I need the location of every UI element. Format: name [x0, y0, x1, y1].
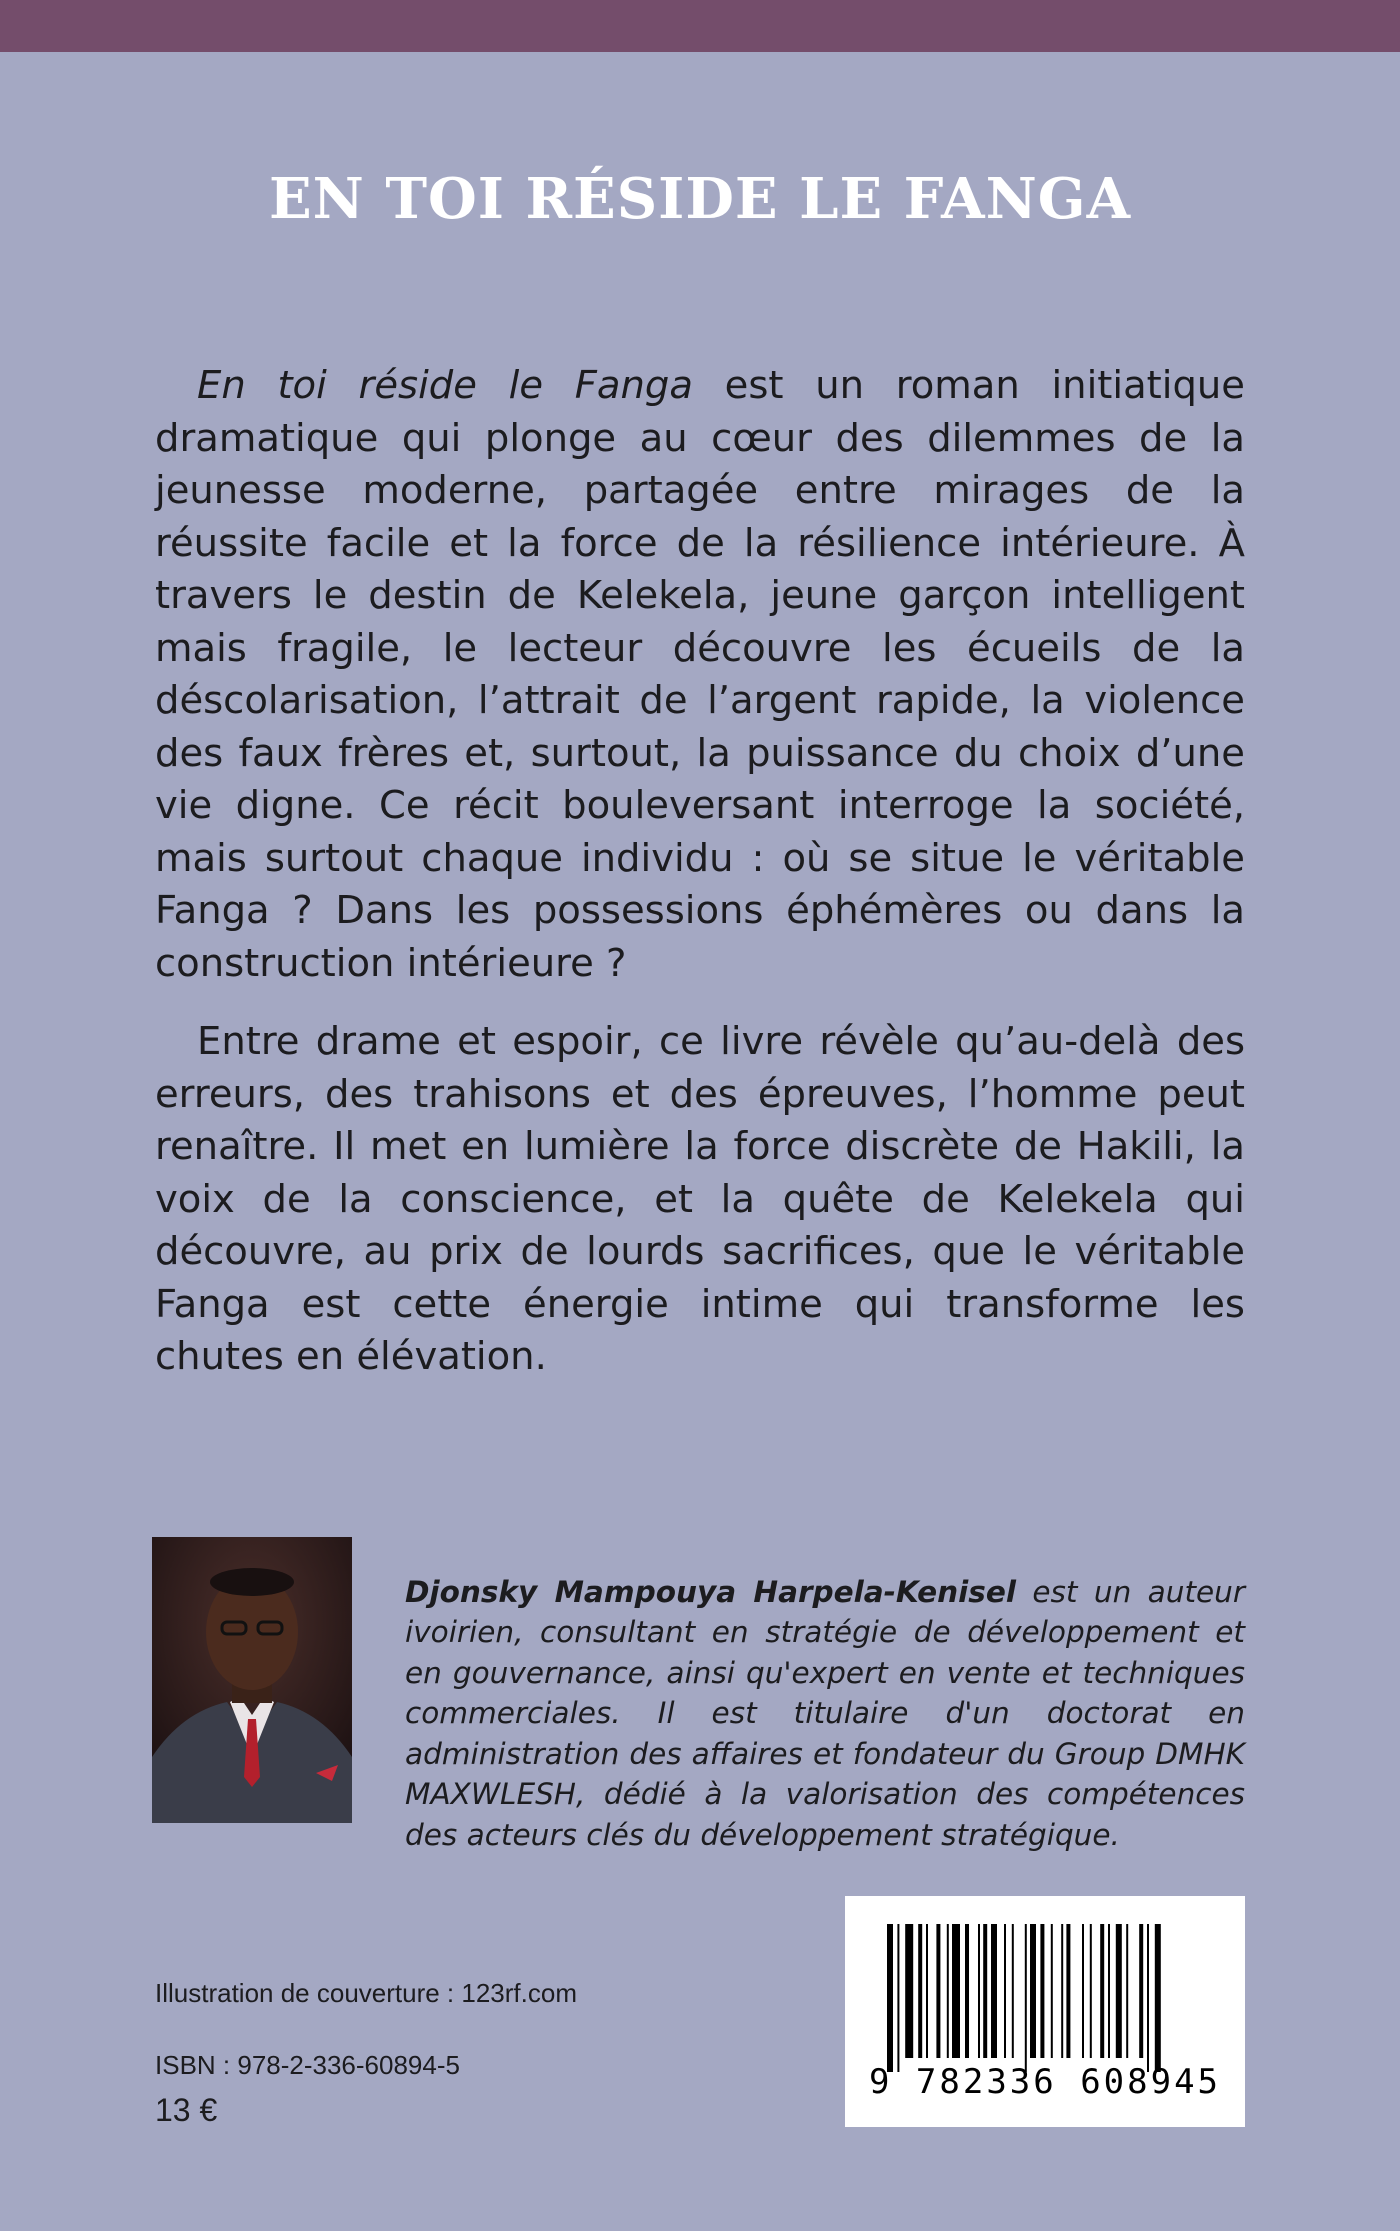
author-name: Djonsky Mampouya Harpela-Kenisel	[405, 1574, 1016, 1609]
barcode-bar	[947, 1924, 949, 2058]
synopsis	[155, 360, 1245, 1410]
barcode-bar	[991, 1924, 997, 2058]
barcode-bar	[926, 1924, 928, 2058]
barcode-bar	[897, 1924, 899, 2072]
barcode-bar	[1090, 1924, 1092, 2058]
barcode-bar	[965, 1924, 969, 2058]
isbn: ISBN : 978-2-336-60894-5	[155, 2050, 460, 2080]
barcode-bar	[1082, 1924, 1084, 2058]
synopsis-title-italic: En toi réside le Fanga	[197, 363, 693, 408]
book-title: EN TOI RÉSIDE LE FANGA	[268, 165, 1132, 232]
synopsis-paragraph-1	[155, 360, 1245, 990]
barcode-bar	[1061, 1924, 1063, 2058]
synopsis-paragraph-1-text: est un roman initiatique dramatique qui plonge au cœur des dilemmes de la jeunesse moderne, partagée entre mirages de la réussite facile et la force de la résilience intérieure. À travers le destin de Kelekela, jeune garçon intelligent mais fragile, le lecteur découvre les écueils de la déscolarisation, l’attrait de l’argent rapide, la violence des faux frères et, surtout, la puissance du choix d’une vie digne. Ce récit bouleversant interroge la société, mais surtout chaque individu : où se situe le véritable Fanga ? Dans les possessions éphémères ou dans la construction intérieure ?	[155, 363, 1245, 986]
barcode-bar	[936, 1924, 940, 2058]
barcode-bar	[887, 1924, 893, 2072]
barcode-bar	[1155, 1924, 1161, 2072]
price: 13 €	[155, 2092, 218, 2128]
synopsis-paragraph-2: Entre drame et espoir, ce livre révèle qu’au-delà des erreurs, des trahisons et des épreuves, l’homme peut renaître. Il met en lumière la force discrète de Hakili, la voix de la conscience, et la quête de Kelekela qui découvre, au prix de lourds sacrifices, que le véritable Fanga est cette énergie intime qui transforme les chutes en élévation.	[155, 1019, 1245, 1379]
barcode-digits: 9 782336 608945	[868, 2062, 1222, 2102]
barcode-bar	[1066, 1924, 1070, 2058]
barcode	[845, 1896, 1245, 2127]
illustration-credit: Illustration de couverture : 123rf.com	[155, 1978, 577, 2008]
author-bio	[405, 1572, 1245, 1856]
barcode-bar	[1012, 1924, 1014, 2058]
barcode-bar	[1004, 1924, 1006, 2058]
barcode-bar	[918, 1924, 922, 2058]
barcode-bar	[1116, 1924, 1122, 2058]
barcode-bar	[1139, 1924, 1143, 2058]
barcode-bar	[905, 1924, 913, 2058]
barcode-bar	[1051, 1924, 1053, 2058]
barcode-bar	[1126, 1924, 1128, 2058]
barcode-bar	[1030, 1924, 1036, 2058]
barcode-bar	[952, 1924, 960, 2058]
author-bio-text: est un auteur ivoirien, consultant en stratégie de développement et en gouvernance, ainsi qu'expert en vente et techniques commerciales. Il est titulaire d'un doctorat en administration des affaires et fondateur du Group DMHK MAXWLESH, dédié à la valorisation des compétences des acteurs clés du développement stratégique.	[405, 1574, 1245, 1852]
author-portrait-icon	[152, 1537, 352, 1823]
barcode-bar	[983, 1924, 987, 2058]
barcode-bar	[1100, 1924, 1104, 2058]
barcode-bar	[1108, 1924, 1110, 2058]
barcode-bar	[978, 1924, 980, 2058]
top-color-band	[0, 0, 1400, 52]
barcode-bar	[1040, 1924, 1044, 2058]
barcode-bar	[1025, 1924, 1027, 2072]
barcode-bar	[1147, 1924, 1149, 2072]
author-photo	[152, 1537, 352, 1823]
